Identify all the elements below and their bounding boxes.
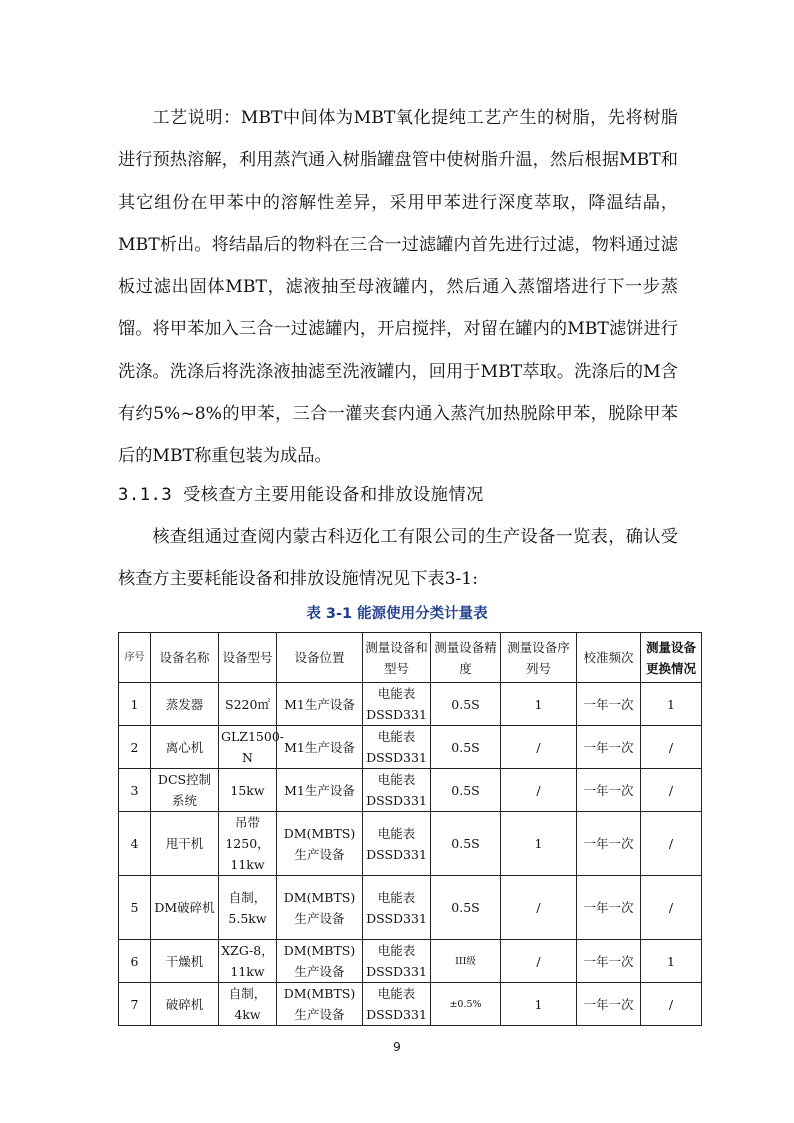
cell-seq: 6 xyxy=(119,940,151,983)
cell-calibration: 一年一次 xyxy=(577,683,641,726)
cell-name: 干燥机 xyxy=(151,940,219,983)
intro-paragraph: 核查组通过查阅内蒙古科迈化工有限公司的生产设备一览表，确认受核查方主要耗能设备和排放设施情况见下表3-1: xyxy=(118,527,678,590)
cell-accuracy: III级 xyxy=(431,940,501,983)
header-location: 设备位置 xyxy=(277,633,363,683)
cell-meter: 电能表DSSD331 xyxy=(363,940,431,983)
cell-meter: 电能表DSSD331 xyxy=(363,769,431,812)
cell-location: M1生产设备 xyxy=(277,683,363,726)
cell-replacement: / xyxy=(641,983,702,1026)
cell-location: DM(MBTS)生产设备 xyxy=(277,983,363,1026)
header-meter: 测量设备和型号 xyxy=(363,633,431,683)
cell-name: 蒸发器 xyxy=(151,683,219,726)
cell-serial: / xyxy=(501,940,577,983)
cell-name: DCS控制系统 xyxy=(151,769,219,812)
cell-replacement: / xyxy=(641,876,702,940)
cell-serial: / xyxy=(501,726,577,769)
table-caption: 表 3-1 能源使用分类计量表 xyxy=(306,606,488,622)
cell-meter: 电能表DSSD331 xyxy=(363,726,431,769)
header-accuracy: 测量设备精度 xyxy=(431,633,501,683)
cell-seq: 7 xyxy=(119,983,151,1026)
cell-serial: 1 xyxy=(501,812,577,876)
cell-seq: 3 xyxy=(119,769,151,812)
cell-replacement: 1 xyxy=(641,683,702,726)
cell-model: 吊带1250，11kw xyxy=(219,812,277,876)
cell-calibration: 一年一次 xyxy=(577,983,641,1026)
energy-metering-table xyxy=(118,632,702,1026)
header-seq: 序号 xyxy=(119,633,151,683)
cell-accuracy: 0.5S xyxy=(431,683,501,726)
cell-location: M1生产设备 xyxy=(277,769,363,812)
table-row xyxy=(119,769,702,812)
cell-serial: / xyxy=(501,769,577,812)
cell-location: DM(MBTS)生产设备 xyxy=(277,812,363,876)
table-row xyxy=(119,940,702,983)
table-row xyxy=(119,876,702,940)
cell-location: DM(MBTS)生产设备 xyxy=(277,940,363,983)
header-calibration: 校准频次 xyxy=(577,633,641,683)
cell-model: 自制，5.5kw xyxy=(219,876,277,940)
cell-seq: 5 xyxy=(119,876,151,940)
cell-model: XZG-8，11kw xyxy=(219,940,277,983)
table-row xyxy=(119,983,702,1026)
cell-meter: 电能表DSSD331 xyxy=(363,983,431,1026)
cell-seq: 4 xyxy=(119,812,151,876)
header-name: 设备名称 xyxy=(151,633,219,683)
cell-serial: / xyxy=(501,876,577,940)
header-model: 设备型号 xyxy=(219,633,277,683)
cell-name: DM破碎机 xyxy=(151,876,219,940)
section-heading: 3.1.3 受核查方主要用能设备和排放设施情况 xyxy=(118,485,484,505)
cell-model: GLZ1500-N xyxy=(219,726,277,769)
table-row xyxy=(119,812,702,876)
cell-serial: 1 xyxy=(501,983,577,1026)
cell-accuracy: 0.5S xyxy=(431,876,501,940)
cell-calibration: 一年一次 xyxy=(577,876,641,940)
cell-accuracy: 0.5S xyxy=(431,726,501,769)
cell-seq: 2 xyxy=(119,726,151,769)
cell-meter: 电能表DSSD331 xyxy=(363,683,431,726)
cell-seq: 1 xyxy=(119,683,151,726)
header-serial: 测量设备序列号 xyxy=(501,633,577,683)
header-replacement: 测量设备更换情况 xyxy=(641,633,702,683)
cell-meter: 电能表DSSD331 xyxy=(363,876,431,940)
cell-calibration: 一年一次 xyxy=(577,812,641,876)
process-description: 工艺说明：MBT中间体为MBT氧化提纯工艺产生的树脂，先将树脂进行预热溶解，利用蒸汽通入树脂罐盘管中使树脂升温，然后根据MBT和其它组份在甲苯中的溶解性差异，采用甲苯进行深度萃取，降温结晶，MBT析出。将结晶后的物料在三合一过滤罐内首先进行过滤，物料通过滤板过滤出固体MBT，滤液抽至母液罐内，然后通入蒸馏塔进行下一步蒸馏。将甲苯加入三合一过滤罐内，开启搅拌，对留在罐内的MBT滤饼进行洗涤。洗涤后将洗涤液抽滤至洗液罐内，回用于MBT萃取。洗涤后的M含有约5%~8%的甲苯，三合一灌夹套内通入蒸汽加热脱除甲苯，脱除甲苯后的MBT称重包装为成品。 xyxy=(118,108,678,467)
cell-name: 离心机 xyxy=(151,726,219,769)
cell-model: S220㎡ xyxy=(219,683,277,726)
cell-calibration: 一年一次 xyxy=(577,769,641,812)
page-number: 9 xyxy=(393,1040,401,1054)
cell-replacement: / xyxy=(641,769,702,812)
cell-calibration: 一年一次 xyxy=(577,726,641,769)
cell-name: 甩干机 xyxy=(151,812,219,876)
table-row xyxy=(119,726,702,769)
cell-accuracy: 0.5S xyxy=(431,769,501,812)
cell-serial: 1 xyxy=(501,683,577,726)
cell-replacement: / xyxy=(641,812,702,876)
cell-model: 15kw xyxy=(219,769,277,812)
cell-location: M1生产设备 xyxy=(277,726,363,769)
cell-replacement: 1 xyxy=(641,940,702,983)
cell-model: 自制，4kw xyxy=(219,983,277,1026)
cell-calibration: 一年一次 xyxy=(577,940,641,983)
cell-name: 破碎机 xyxy=(151,983,219,1026)
cell-location: DM(MBTS)生产设备 xyxy=(277,876,363,940)
cell-accuracy: 0.5S xyxy=(431,812,501,876)
table-row xyxy=(119,683,702,726)
cell-meter: 电能表DSSD331 xyxy=(363,812,431,876)
cell-accuracy: ±0.5% xyxy=(431,983,501,1026)
cell-replacement: / xyxy=(641,726,702,769)
